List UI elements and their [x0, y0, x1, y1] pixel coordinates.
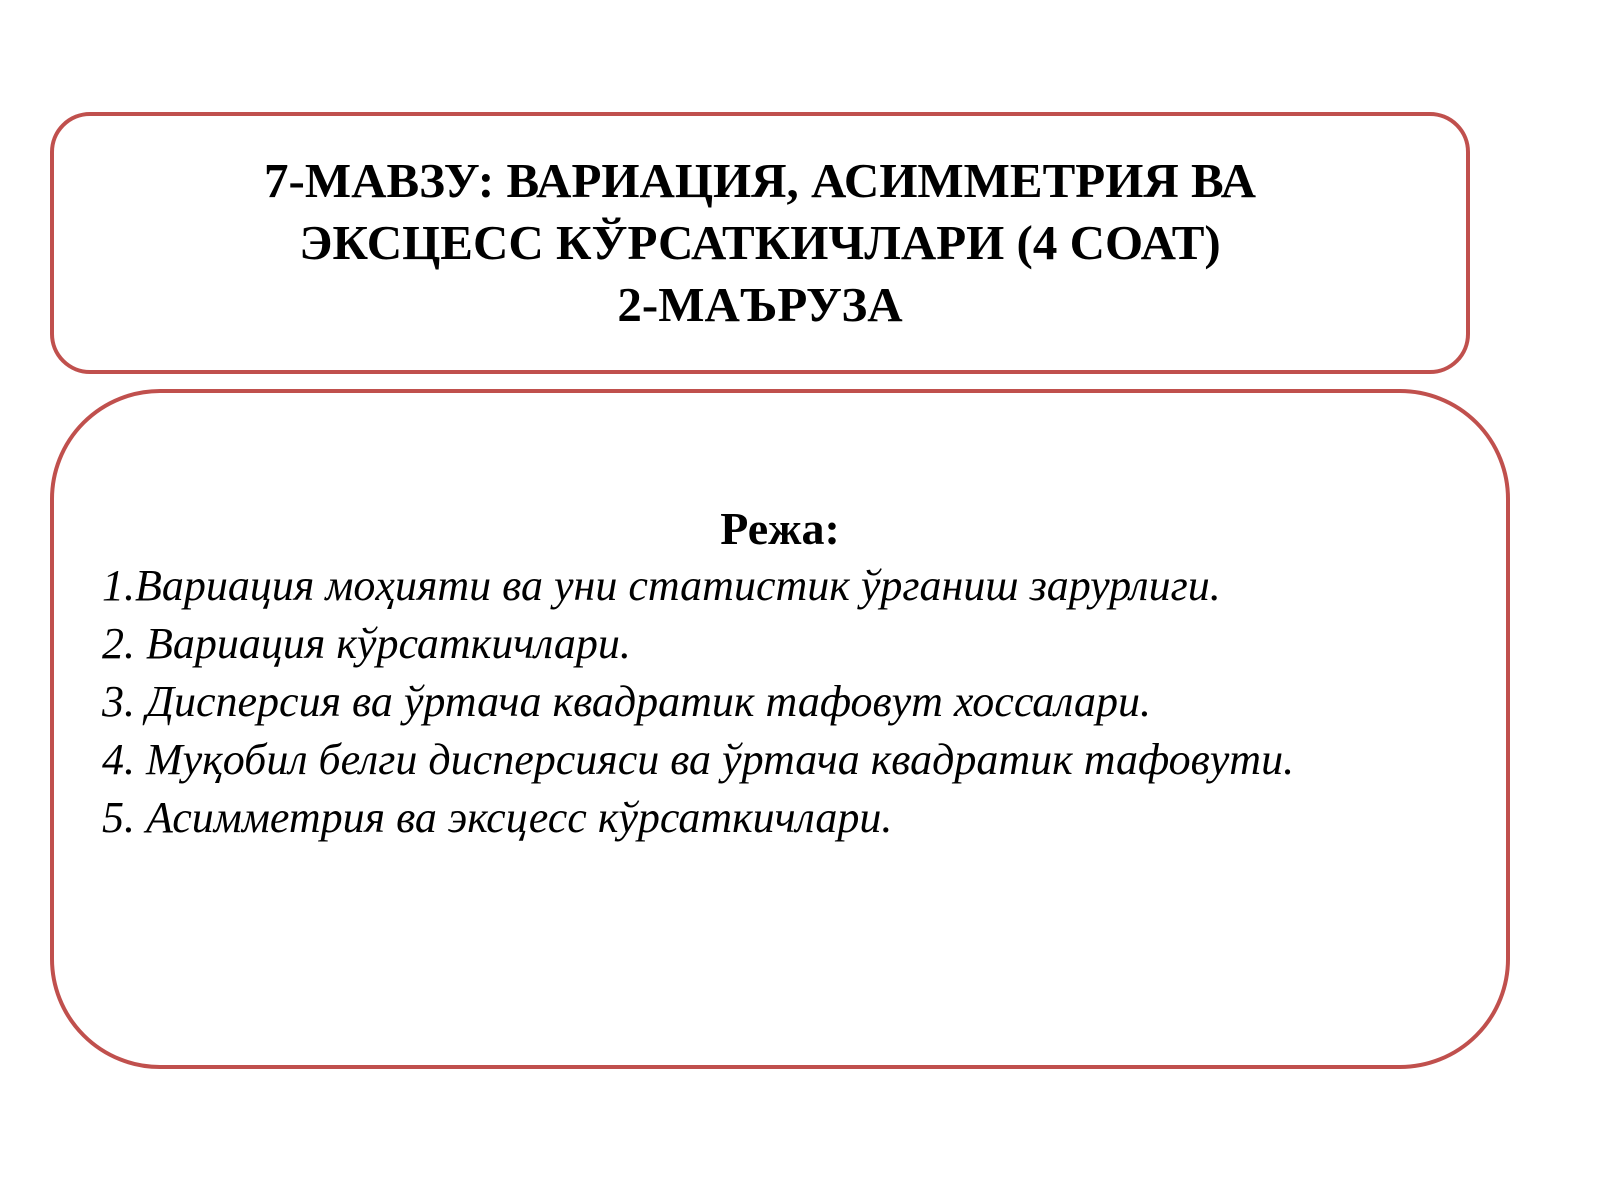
plan-item-2: 2. Вариация кўрсаткичлари.	[102, 619, 631, 668]
title-box	[50, 112, 1470, 374]
plan-item-1: 1.Вариация моҳияти ва уни статистик ўрганиш зарурлиги.	[102, 561, 1221, 610]
plan-list	[102, 557, 1294, 847]
plan-item-5: 5. Асимметрия ва эксцесс кўрсаткичлари.	[102, 793, 893, 842]
title-line-2: ЭКСЦЕСС КЎРСАТКИЧЛАРИ (4 СОАТ)	[299, 215, 1221, 270]
plan-box	[50, 389, 1510, 1069]
title-line-1: 7-МАВЗУ: ВАРИАЦИЯ, АСИММЕТРИЯ ВА	[264, 153, 1256, 208]
title-line-3: 2-МАЪРУЗА	[617, 277, 903, 332]
plan-item-4: 4. Муқобил белги дисперсияси ва ўртача квадратик тафовути.	[102, 735, 1295, 784]
plan-heading: Режа:	[720, 503, 840, 554]
plan-item-3: 3. Дисперсия ва ўртача квадратик тафовут хоссалари.	[102, 677, 1151, 726]
